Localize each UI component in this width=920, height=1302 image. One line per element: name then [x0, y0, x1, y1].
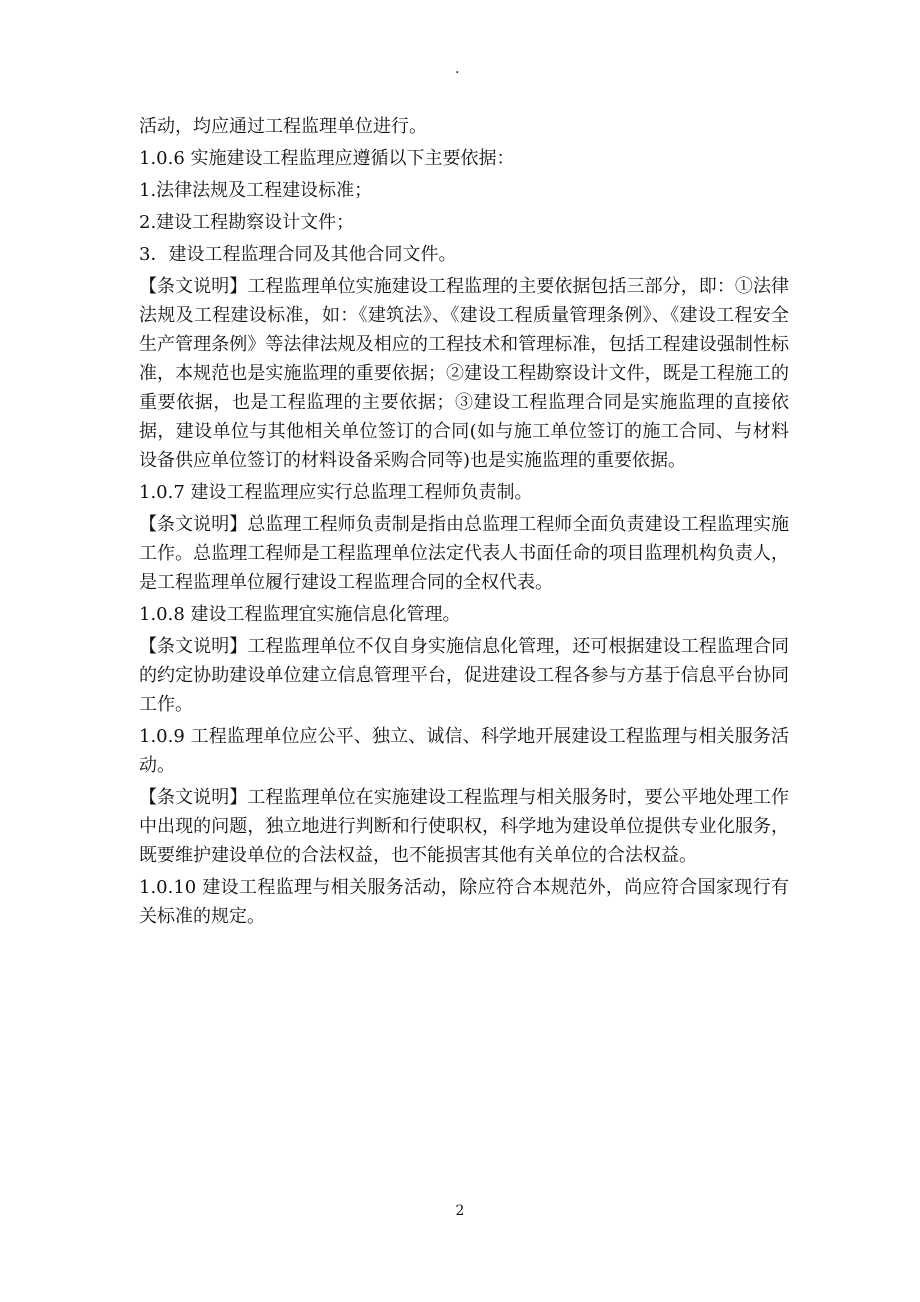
- clause-1-0-7: 1.0.7 建设工程监理应实行总监理工程师负责制。: [139, 482, 533, 503]
- paragraph-continuation: 活动，均应通过工程监理单位进行。: [139, 116, 427, 137]
- header-mark: .: [455, 61, 460, 77]
- page-number: 2: [455, 1203, 465, 1219]
- clause-explanation-1-0-6: 【条文说明】工程监理单位实施建设工程监理的主要依据包括三部分，即：①法律法规及工程建设标准，如：《建筑法》、《建设工程质量管理条例》、《建设工程安全生产管理条例》等法律法规及相应的工程技术和管理标准，包括工程建设强制性标准，本规范也是实施监理的重要依据；②建设工程勘察设计文件，既是工程施工的 重要依据，也是工程监理的主要依据；③建设工程监理合同是实施监理的直接依据，建设单位与其他相关单位签订的合同(如与施工单位签订的施工合同、与材料设备供应单位签订的材料设备采购合同等)也是实施监理的重要依据。: [139, 276, 789, 471]
- clause-explanation-1-0-8: 【条文说明】工程监理单位不仅自身实施信息化管理，还可根据建设工程监理合同的约定协助建设单位建立信息管理平台，促进建设工程各参与方基于信息平台协同工作。: [139, 636, 789, 715]
- clause-explanation-1-0-9: 【条文说明】工程监理单位在实施建设工程监理与相关服务时，要公平地处理工作中出现的问题，独立地进行判断和行使职权，科学地为建设单位提供专业化服务，既要维护建设单位的合法权益，也不能损害其他有关单位的合法权益。: [139, 787, 789, 866]
- clause-1-0-10: 1.0.10 建设工程监理与相关服务活动，除应符合本规范外，尚应符合国家现行有关标准的规定。: [139, 877, 789, 927]
- clause-1-0-9: 1.0.9 工程监理单位应公平、独立、诚信、科学地开展建设工程监理与相关服务活动。: [139, 726, 789, 776]
- clause-1-0-6: 1.0.6 实施建设工程监理应遵循以下主要依据：: [139, 148, 515, 169]
- list-item-2: 2.建设工程勘察设计文件；: [139, 212, 355, 233]
- list-item-3: 3．建设工程监理合同及其他合同文件。: [139, 244, 457, 265]
- document-body: [139, 112, 789, 934]
- clause-1-0-8: 1.0.8 建设工程监理宜实施信息化管理。: [139, 604, 461, 625]
- clause-explanation-1-0-7: 【条文说明】总监理工程师负责制是指由总监理工程师全面负责建设工程监理实施工作。总监理工程师是工程监理单位法定代表人书面任命的项目监理机构负责人，是工程监理单位履行建设工程监理合同的全权代表。: [139, 514, 789, 593]
- list-item-1: 1.法律法规及工程建设标准；: [139, 180, 373, 201]
